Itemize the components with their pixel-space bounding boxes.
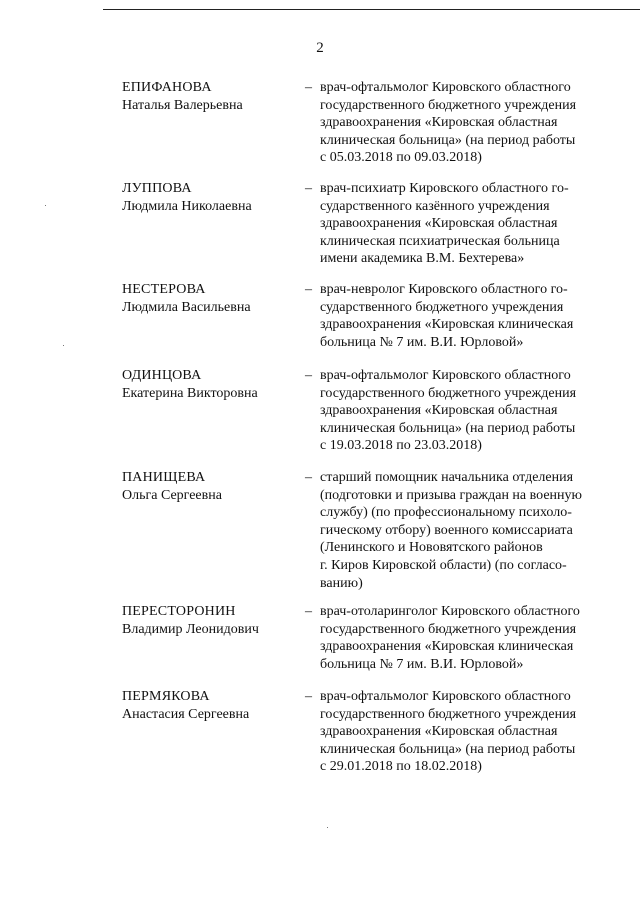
- surname: ЕПИФАНОВА: [122, 80, 212, 95]
- surname: ЛУППОВА: [122, 181, 192, 196]
- position-description: врач-отоларинголог Кировского областного государственного бюджетного учреждения здравоохранения «Кировская клиническая больница № 7 им. В.И. Юрловой»: [320, 604, 580, 672]
- person-name: [122, 180, 307, 215]
- position-description: врач-невролог Кировского областного го- сударственного бюджетного учреждения здравоохранения «Кировская клиническая больница № 7 им. В.И. Юрловой»: [320, 282, 574, 350]
- person-name: [122, 688, 307, 723]
- position-description: врач-офтальмолог Кировского областного государственного бюджетного учреждения здравоохранения «Кировская областная клиническая больница» (на период работы с 29.01.2018 по 18.02.2018): [320, 689, 577, 775]
- surname: НЕСТЕРОВА: [122, 282, 206, 297]
- surname: ПЕРЕСТОРОНИН: [122, 604, 236, 619]
- person-name: [122, 79, 307, 114]
- surname: ОДИНЦОВА: [122, 368, 202, 383]
- top-rule: [103, 9, 640, 10]
- scan-speck: [327, 827, 328, 828]
- surname: ПЕРМЯКОВА: [122, 689, 210, 704]
- given-names: Людмила Николаевна: [122, 198, 252, 214]
- position-description: врач-офтальмолог Кировского областного государственного бюджетного учреждения здравоохранения «Кировская областная клиническая больница» (на период работы с 05.03.2018 по 09.03.2018): [320, 80, 577, 166]
- given-names: Владимир Леонидович: [122, 621, 259, 637]
- given-names: Анастасия Сергеевна: [122, 706, 250, 722]
- position-description: врач-психиатр Кировского областного го- сударственного казённого учреждения здравоохранения «Кировская областная клиническая психиатрическая больница имени академика В.М. Бехтерева»: [320, 181, 569, 267]
- given-names: Екатерина Викторовна: [122, 385, 258, 401]
- given-names: Наталья Валерьевна: [122, 97, 243, 113]
- dash: –: [305, 689, 312, 704]
- dash: –: [305, 368, 312, 383]
- surname: ПАНИЩЕВА: [122, 470, 206, 485]
- person-name: [122, 281, 307, 316]
- dash: –: [305, 470, 312, 485]
- person-name: [122, 603, 307, 638]
- page-number: 2: [316, 40, 324, 56]
- position-description: старший помощник начальника отделения (подготовки и призыва граждан на военную службу) (по профессиональному психоло- гическому отбору) военного комиссариата (Ленинского и Нововятского районов г. Киров Кировской области) (по согласо- ванию): [320, 470, 582, 591]
- person-name: [122, 469, 307, 504]
- person-name: [122, 367, 307, 402]
- dash: –: [305, 80, 312, 95]
- dash: –: [305, 604, 312, 619]
- dash: –: [305, 181, 312, 196]
- dash: –: [305, 282, 312, 297]
- position-description: врач-офтальмолог Кировского областного государственного бюджетного учреждения здравоохранения «Кировская областная клиническая больница» (на период работы с 19.03.2018 по 23.03.2018): [320, 368, 577, 454]
- scan-speck: [63, 345, 64, 346]
- scan-speck: [45, 205, 46, 206]
- given-names: Ольга Сергеевна: [122, 487, 222, 503]
- given-names: Людмила Васильевна: [122, 299, 251, 315]
